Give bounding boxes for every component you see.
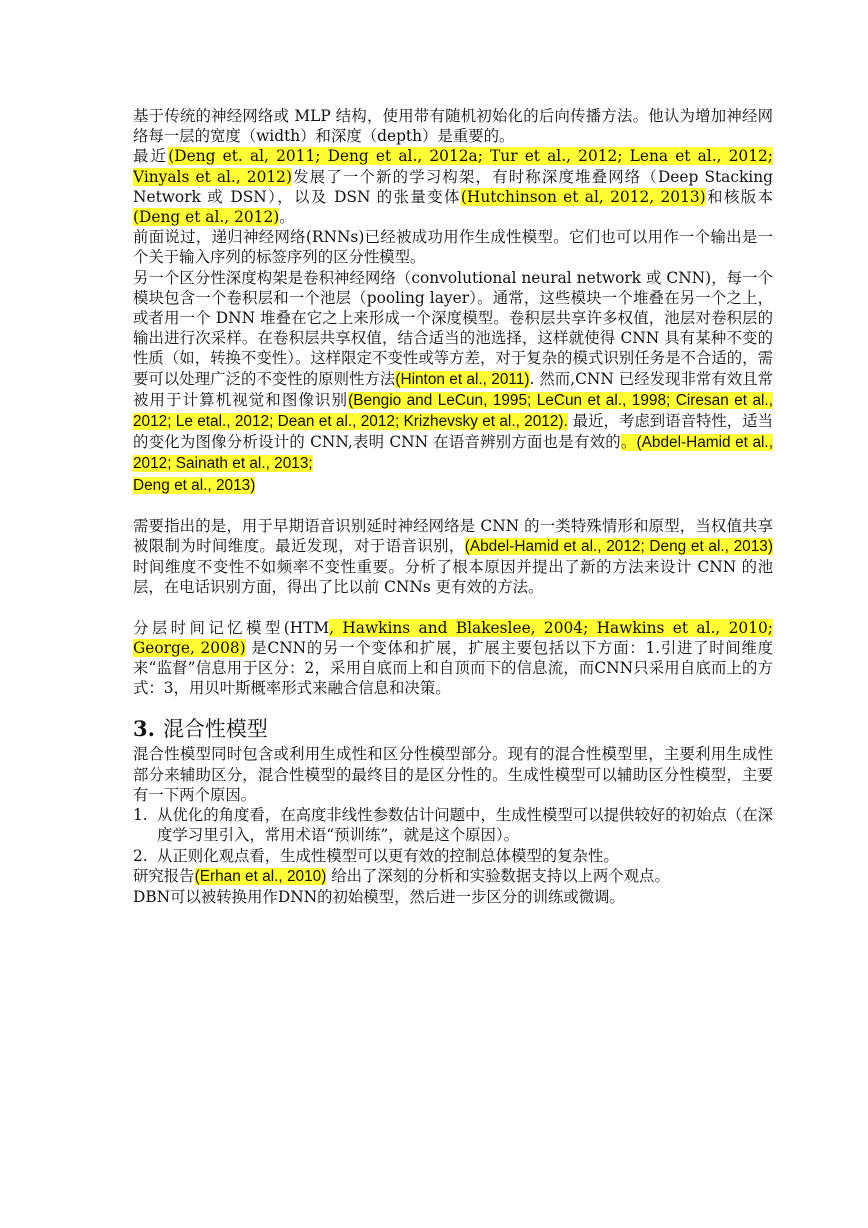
text-run: 另一个区分性深度构架是卷积神经网络（convolutional neural network 或 CNN)，每一个模块包含一个卷积层和一个池层（pooling layer）。通常，这些模块一个堆叠在另一个之上，或者用一个 DNN 堆叠在它之上来形成一个深度模型。卷积层共享许多权值，池层对卷积层的输出进行次采样。在卷积层共享权值，结合适当的池选择，这样就使得 CNN 具有某种不变的性质（如，转换不变性）。这样限定不变性或等方差，对于复杂的模式识别任务是不合适的，需要可以处理广泛的不变性的原则性方法 xyxy=(133,268,773,388)
section-title: 混合性模型 xyxy=(162,717,268,742)
section-number: 3. xyxy=(133,716,155,742)
text-run: 最近，考虑到语音特性，适当的变化为图像分析设计的 CNN,表明 CNN 在语音辨别方面也是有效的 xyxy=(133,412,773,452)
text-run: 研究报告 xyxy=(133,866,195,885)
paragraph-dsn xyxy=(133,146,773,227)
text-run: 是CNN的另一个变体和扩展，扩展主要包括以下方面：1.引进了时间维度来“监督”信息用于区分：2，采用自底而上和自顶而下的信息流，而CNN只采用自底而上的方式：3，用贝叶斯概率形式来融合信息和决策。 xyxy=(133,638,773,698)
paragraph-tdnn xyxy=(133,516,773,598)
text-run: 分层时间记忆模型(HTM xyxy=(133,618,330,637)
list-marker: 2. xyxy=(133,846,148,865)
list-text: 从优化的角度看，在高度非线性参数估计问题中，生成性模型可以提供较好的初始点（在深度学习里引入，常用术语“预训练”，就是这个原因）。 xyxy=(157,806,773,845)
paragraph-dbn: DBN可以被转换用作DNN的初始模型，然后进一步区分的训练或微调。 xyxy=(133,887,625,906)
paragraph-gap xyxy=(133,598,773,618)
paragraph-htm xyxy=(133,618,773,699)
text-run: 。 xyxy=(279,208,295,227)
citation-highlight: (Hutchinson et al, 2012, 2013) xyxy=(460,187,706,206)
list-text: 从正则化观点看，生成性模型可以更有效的控制总体模型的复杂性。 xyxy=(157,846,619,865)
paragraph-rnn: 前面说过，递归神经网络(RNNs)已经被成功用作生成性模型。它们也可以用作一个输出是一个关于输入序列的标签序列的区分性模型。 xyxy=(133,228,773,267)
citation-highlight: 。(Abdel-Hamid et al., 2012; Sainath et al., 2013; xyxy=(133,434,773,473)
section-heading xyxy=(133,716,773,742)
paragraph-hybrid-intro: 混合性模型同时包含或利用生成性和区分性模型部分。现有的混合性模型里，主要利用生成性部分来辅助区分，混合性模型的最终目的是区分性的。生成性模型可以辅助区分性模型，主要有一下两个原因。 xyxy=(133,745,773,804)
citation-highlight: (Deng et al., 2012) xyxy=(133,208,280,227)
citation-highlight: (Erhan et al., 2010) xyxy=(194,867,327,885)
paragraph-gap xyxy=(133,496,773,516)
text-run: 和核版本 xyxy=(705,187,773,206)
citation-highlight: (Hinton et al., 2011) xyxy=(395,370,530,388)
text-run: 需要指出的是，用于早期语音识别延时神经网络是 CNN 的一类特殊情形和原型，当权值共享被限制为时间维度。最近发现，对于语音识别， xyxy=(133,516,773,556)
citation-highlight: , Hawkins and Blakeslee, 2004; Hawkins et al., 2010; George, 2008) xyxy=(133,618,773,657)
text-run: 给出了深刻的分析和实验数据支持以上两个观点。 xyxy=(326,866,670,885)
page-content xyxy=(133,106,773,907)
citation-highlight: (Bengio and LeCun, 1995; LeCun et al., 1998; Ciresan et al., 2012; Le etal., 2012; Dean et al., 2012; Krizhevsky et al., 2012). xyxy=(133,391,773,431)
text-run: 发展了一个新的学习构架，有时称深度堆叠网络（Deep Stacking Network 或 DSN），以及 DSN 的张量变体 xyxy=(133,167,773,206)
list-item xyxy=(133,805,773,845)
text-run: 最近 xyxy=(133,147,169,166)
paragraph-report xyxy=(133,866,773,887)
text-run: 时间维度不变性不如频率不变性重要。分析了根本原因并提出了新的方法来设计 CNN 的池层，在电话识别方面，得出了比以前 CNNs 更有效的方法。 xyxy=(133,558,773,597)
citation-highlight: (Abdel-Hamid et al., 2012; Deng et al., 2013) xyxy=(464,538,773,556)
citation-highlight: Deng et al., 2013) xyxy=(133,476,256,494)
text-run: . 然而,CNN 已经发现非常有效且常被用于计算机视觉和图像识别 xyxy=(133,369,773,409)
paragraph-cnn xyxy=(133,268,773,496)
list-marker: 1. xyxy=(133,806,148,825)
list-item xyxy=(133,846,773,866)
citation-highlight: (Deng et. al, 2011; Deng et al., 2012a; Tur et al., 2012; Lena et al., 2012; Vinyals et al., 2012) xyxy=(133,147,773,186)
paragraph-mlp: 基于传统的神经网络或 MLP 结构，使用带有随机初始化的后向传播方法。他认为增加神经网络每一层的宽度（width）和深度（depth）是重要的。 xyxy=(133,107,773,146)
